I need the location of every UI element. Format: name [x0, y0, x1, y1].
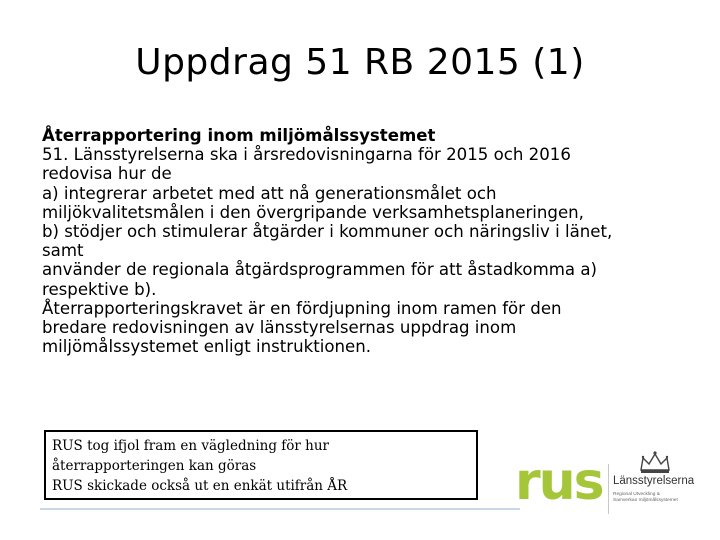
- logo-subtitle: Regional Utveckling & Samverkan miljömålssystemet: [613, 492, 678, 503]
- content-heading: Återrapportering inom miljömålssystemet: [42, 126, 436, 145]
- note-line: återrapporteringen kan göras: [52, 458, 257, 474]
- rus-wordmark: rus: [515, 452, 603, 512]
- content-line: redovisa hur de: [42, 164, 172, 184]
- content-line: bredare redovisningen av länsstyrelsernas uppdrag inom: [42, 318, 517, 338]
- footer-rule: [40, 508, 520, 510]
- content-line: miljökvalitetsmålen i den övergripande verksamhetsplaneringen,: [42, 202, 584, 222]
- content-line: a) integrerar arbetet med att nå generationsmålet och: [42, 183, 497, 203]
- slide-title: Uppdrag 51 RB 2015 (1): [135, 42, 585, 83]
- content-line: samt: [42, 241, 84, 261]
- crown-icon: [638, 450, 672, 476]
- content-line: Återrapporteringskravet är en fördjupning inom ramen för den: [42, 298, 562, 318]
- note-line: RUS tog ifjol fram en vägledning för hur: [52, 438, 329, 454]
- rus-logo: [515, 450, 695, 516]
- content-line: miljömålssystemet enligt instruktionen.: [42, 337, 371, 357]
- content-line: respektive b).: [42, 279, 157, 299]
- logo-divider: [608, 464, 609, 514]
- content-line: använder de regionala åtgärdsprogrammen för att åstadkomma a): [42, 260, 597, 280]
- content-line: b) stödjer och stimulerar åtgärder i kommuner och näringsliv i länet,: [42, 222, 613, 242]
- note-box: [44, 430, 478, 500]
- note-line: RUS skickade också ut en enkät utifrån ÅR: [52, 478, 348, 494]
- content-line: 51. Länsstyrelserna ska i årsredovisningarna för 2015 och 2016: [42, 145, 571, 165]
- logo-name: Länsstyrelserna: [613, 475, 695, 487]
- body-text: [42, 126, 682, 356]
